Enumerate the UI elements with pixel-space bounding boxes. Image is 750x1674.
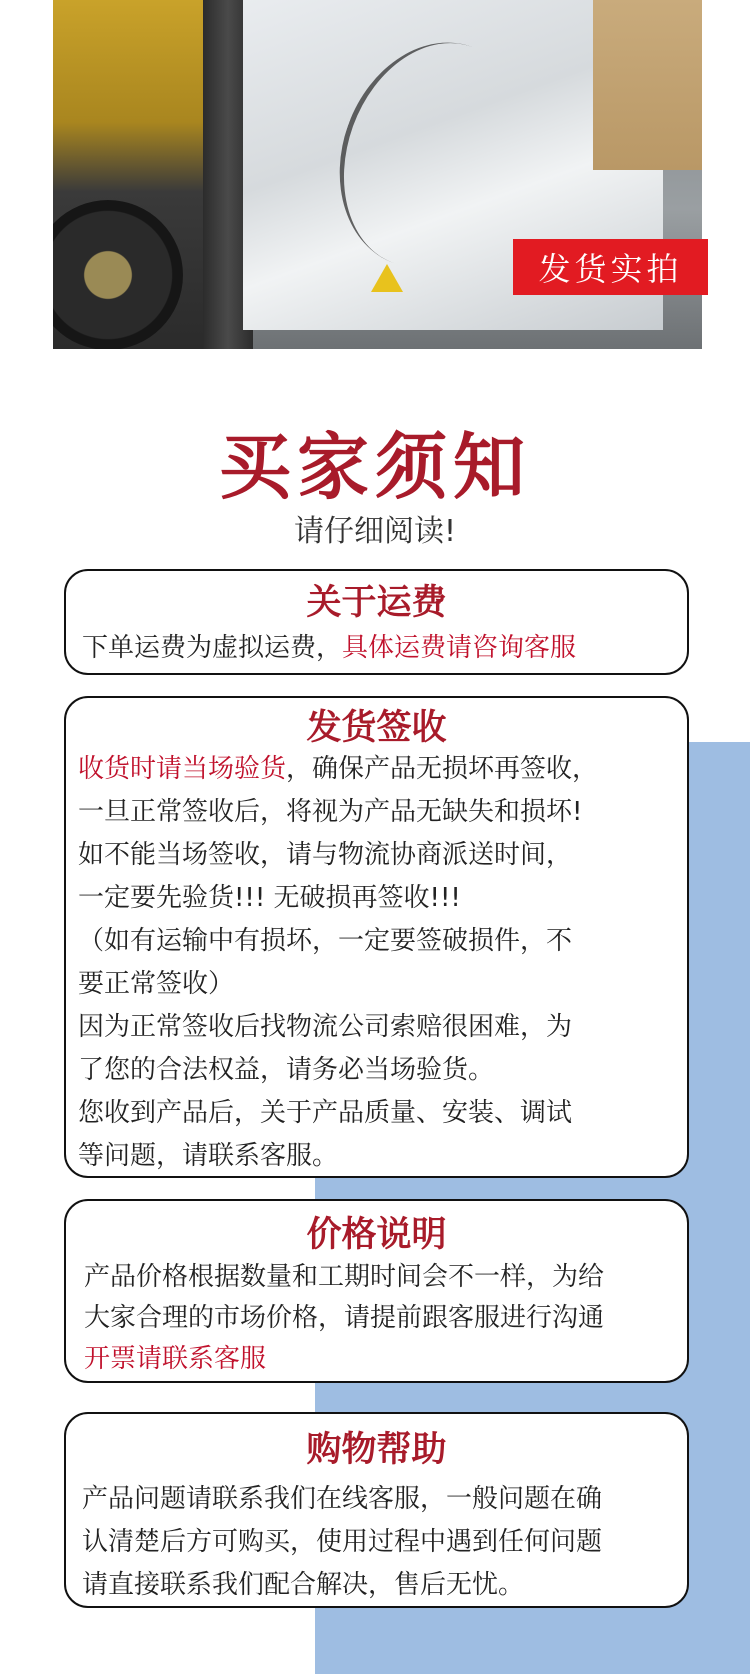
delivery-line: 因为正常签收后找物流公司索赔很困难，为 [78, 1012, 573, 1042]
shipping-photo-badge: 发货实拍 [513, 239, 708, 295]
shipping-photo [53, 0, 702, 349]
help-line: 产品问题请联系我们在线客服，一般问题在确 [82, 1484, 603, 1514]
shipping-fee-text-red: 具体运费请咨询客服 [342, 633, 577, 663]
delivery-line: （如有运输中有损坏，一定要签破损件，不 [78, 926, 573, 956]
delivery-line [78, 748, 677, 791]
delivery-line: 您收到产品后，关于产品质量、安装、调试 [78, 1098, 573, 1128]
delivery-line: 等问题，请联系客服。 [78, 1141, 339, 1171]
price-info-title: 价格说明 [306, 1215, 447, 1255]
price-line: 产品价格根据数量和工期时间会不一样，为给 [84, 1262, 605, 1292]
delivery-line: 一旦正常签收后，将视为产品无缺失和损坏! [78, 797, 583, 827]
delivery-signing-card [64, 696, 689, 1178]
buyer-notice-title: 买家须知 [218, 424, 531, 509]
delivery-line1-plain: ，确保产品无损坏再签收， [286, 754, 599, 784]
price-info-text [66, 1257, 687, 1380]
cardboard-box [593, 0, 702, 170]
shopping-help-title: 购物帮助 [306, 1430, 447, 1470]
help-line: 请直接联系我们配合解决，售后无忧。 [82, 1570, 525, 1600]
shipping-fee-card [64, 569, 689, 675]
delivery-line: 了您的合法权益，请务必当场验货。 [78, 1055, 495, 1085]
delivery-signing-title: 发货签收 [306, 708, 447, 748]
delivery-line: 一定要先验货!!! 无破损再签收!!! [78, 883, 461, 913]
price-line-red: 开票请联系客服 [84, 1344, 267, 1374]
price-line: 大家合理的市场价格，请提前跟客服进行沟通 [84, 1303, 605, 1333]
price-info-card [64, 1199, 689, 1383]
delivery-signing-text [66, 748, 687, 1178]
warning-triangle-icon [371, 264, 403, 292]
delivery-line: 如不能当场签收，请与物流协商派送时间， [78, 840, 573, 870]
delivery-line1-red: 收货时请当场验货 [78, 754, 287, 784]
shipping-fee-text-plain: 下单运费为虚拟运费， [82, 633, 343, 663]
delivery-line: 要正常签收） [78, 969, 235, 999]
shopping-help-text [66, 1478, 687, 1607]
shopping-help-card [64, 1412, 689, 1608]
shipping-fee-title: 关于运费 [306, 583, 447, 623]
help-line: 认清楚后方可购买，使用过程中遇到任何问题 [82, 1527, 603, 1557]
buyer-notice-subtitle: 请仔细阅读! [293, 514, 457, 549]
shipping-fee-text [66, 627, 687, 670]
